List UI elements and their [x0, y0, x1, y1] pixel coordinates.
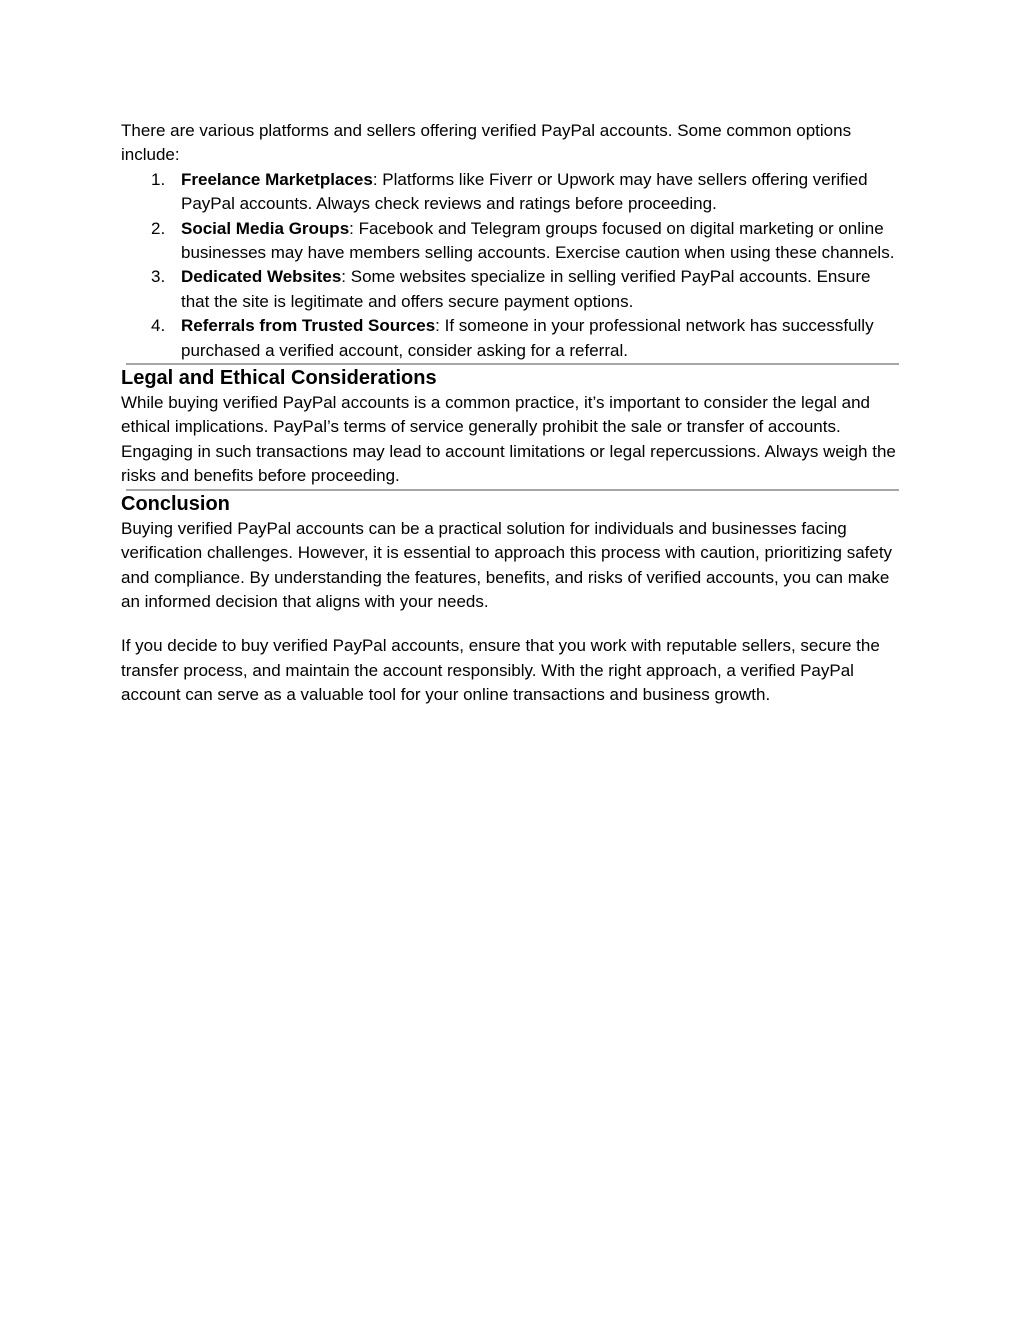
legal-heading: Legal and Ethical Considerations: [121, 367, 437, 390]
paragraph-spacer: [121, 614, 901, 634]
list-item-text: : Some websites specialize in selling verified PayPal accounts. Ensure that the site is legitimate and offers secure payment options.: [181, 267, 871, 311]
intro-paragraph: There are various platforms and sellers offering verified PayPal accounts. Some common options include:: [121, 121, 852, 165]
list-item-title: Dedicated Websites: [181, 267, 342, 287]
options-list: [121, 168, 901, 363]
list-item: [121, 168, 901, 217]
list-item-title: Referrals from Trusted Sources: [181, 316, 436, 336]
document-page: [121, 119, 901, 708]
list-item-number: 4.: [151, 316, 166, 336]
list-item-number: 2.: [151, 218, 166, 238]
list-item: [121, 265, 901, 314]
conclusion-paragraph-2: If you decide to buy verified PayPal accounts, ensure that you work with reputable sellers, secure the transfer process, and maintain the account responsibly. With the right approach, a verified PayPal account can serve as a valuable tool for your online transactions and business growth.: [121, 636, 880, 705]
list-item-text: : Facebook and Telegram groups focused on digital marketing or online businesses may have members selling accounts. Exercise caution when using these channels.: [181, 218, 895, 263]
legal-paragraph: While buying verified PayPal accounts is a common practice, it’s important to consider the legal and ethical implications. PayPal’s terms of service generally prohibit the sale or transfer of accounts. Engaging in such transactions may lead to account limitations or legal repercussions. Always weigh the risks and benefits before proceeding.: [121, 393, 896, 486]
list-item: [121, 217, 901, 266]
list-item-text: : Platforms like Fiverr or Upwork may have sellers offering verified PayPal accounts. Always check reviews and ratings before proceeding.: [181, 169, 868, 214]
list-item-number: 1.: [151, 169, 166, 189]
list-item-number: 3.: [151, 267, 166, 287]
conclusion-heading: Conclusion: [121, 492, 230, 515]
list-item-title: Social Media Groups: [181, 218, 350, 238]
conclusion-paragraph-1: Buying verified PayPal accounts can be a practical solution for individuals and businesses facing verification challenges. However, it is essential to approach this process with caution, prioritizing safety and compliance. By understanding the features, benefits, and risks of verified accounts, you can make an informed decision that aligns with your needs.: [121, 518, 893, 611]
list-item-text: : If someone in your professional network has successfully purchased a verified account, consider asking for a referral.: [181, 316, 874, 360]
list-item-title: Freelance Marketplaces: [181, 169, 373, 189]
list-item: [121, 314, 901, 363]
